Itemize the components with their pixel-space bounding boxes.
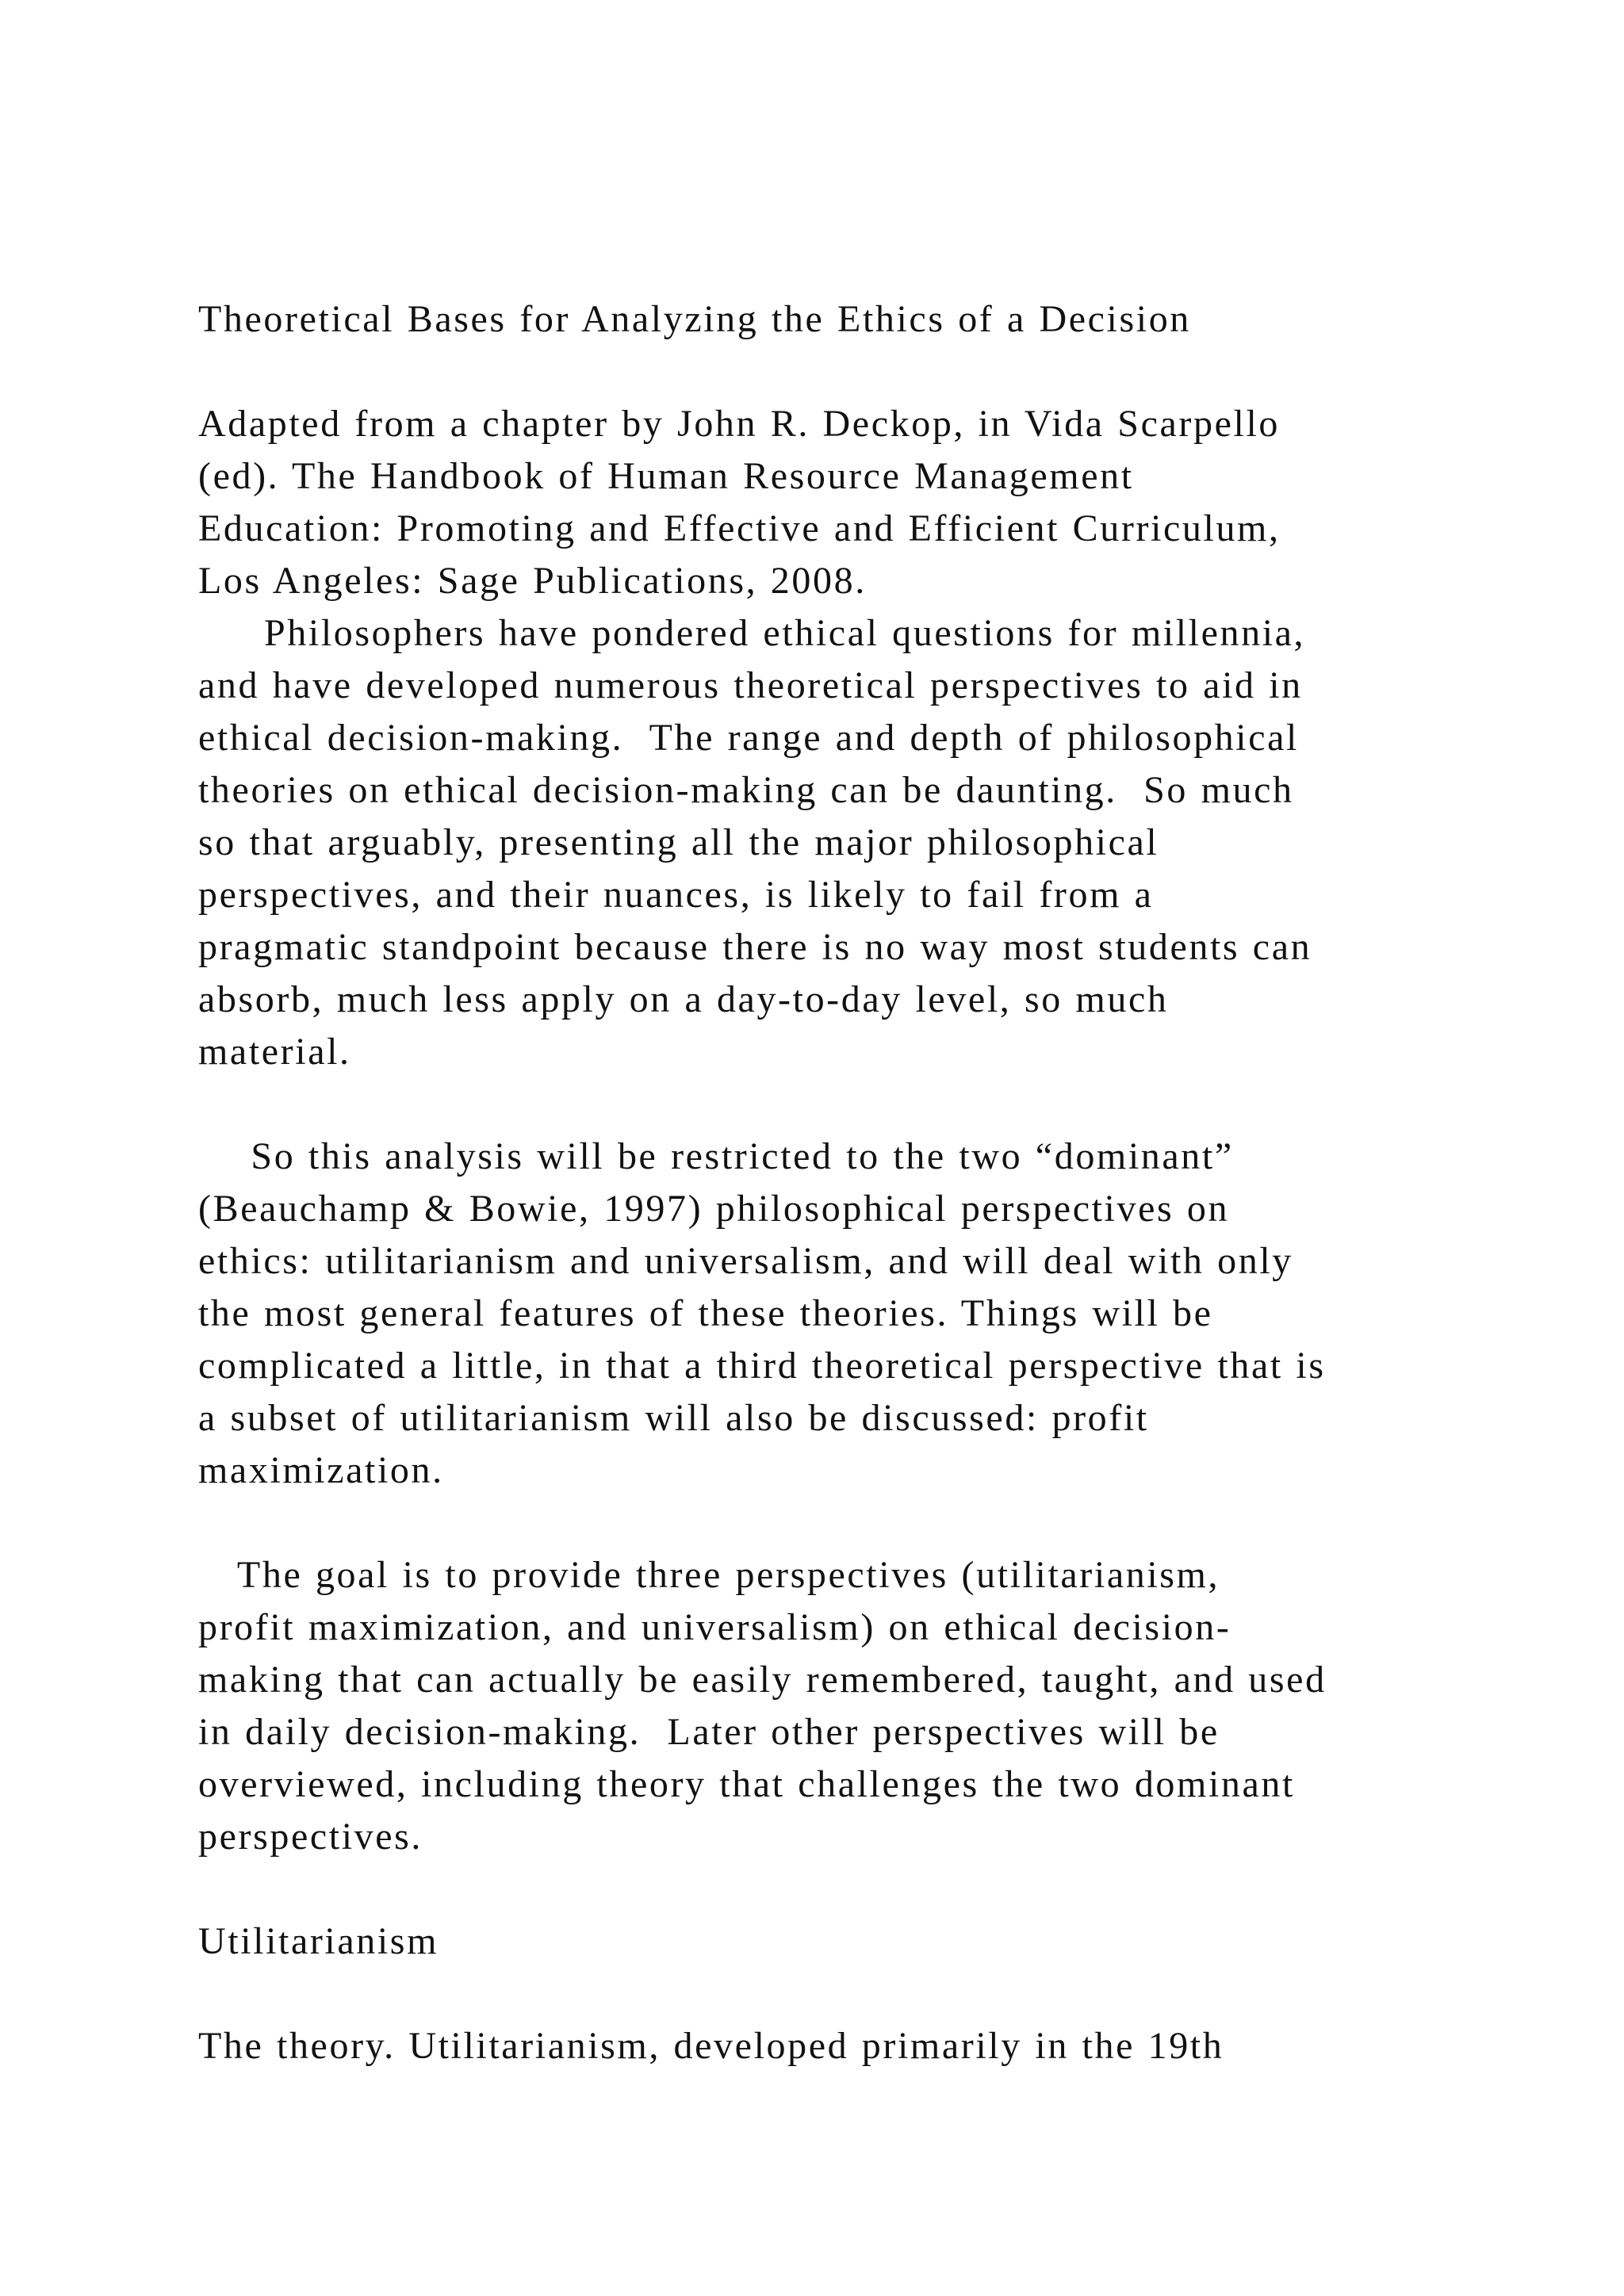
paragraph-1-line: material. — [198, 1031, 351, 1073]
paragraph-2-line: complicated a little, in that a third theoretical perspective that is — [198, 1345, 1326, 1387]
paragraph-3-line: profit maximization, and universalism) on ethical decision- — [198, 1606, 1231, 1648]
paragraph-2-line: (Beauchamp & Bowie, 1997) philosophical perspectives on — [198, 1188, 1230, 1230]
paragraph-1-line: theories on ethical decision-making can be daunting. So much — [198, 769, 1294, 811]
paragraph-4-line: The theory. Utilitarianism, developed primarily in the 19th — [198, 2025, 1224, 2067]
paragraph-3-line: perspectives. — [198, 1816, 423, 1858]
paragraph-2-line: maximization. — [198, 1449, 444, 1491]
paragraph-1-line: and have developed numerous theoretical perspectives to aid in — [198, 664, 1303, 706]
source-line: Los Angeles: Sage Publications, 2008. — [198, 560, 867, 602]
source-line: Adapted from a chapter by John R. Deckop, in Vida Scarpello — [198, 403, 1280, 445]
blank-line — [198, 346, 1515, 398]
paragraph-1-line: absorb, much less apply on a day-to-day level, so much — [198, 978, 1169, 1020]
paragraph-2-line: the most general features of these theories. Things will be — [198, 1292, 1213, 1334]
paragraph-1-line: pragmatic standpoint because there is no way most students can — [198, 926, 1312, 968]
document-body — [198, 293, 1515, 2072]
paragraph-3-line: in daily decision-making. Later other perspectives will be — [198, 1711, 1220, 1753]
paragraph-3-line: making that can actually be easily remembered, taught, and used — [198, 1659, 1327, 1701]
source-line: Education: Promoting and Effective and Efficient Curriculum, — [198, 507, 1281, 549]
paragraph-3-line: The goal is to provide three perspectives (utilitarianism, — [198, 1554, 1220, 1596]
document-title: Theoretical Bases for Analyzing the Ethics of a Decision — [198, 298, 1191, 340]
paragraph-3-line: overviewed, including theory that challenges the two dominant — [198, 1763, 1295, 1805]
paragraph-2-line: So this analysis will be restricted to the two “dominant” — [198, 1135, 1234, 1177]
blank-line — [198, 1863, 1515, 1915]
source-line: (ed). The Handbook of Human Resource Management — [198, 455, 1134, 497]
blank-line — [198, 1968, 1515, 2020]
blank-line — [198, 1078, 1515, 1131]
paragraph-2-line: ethics: utilitarianism and universalism, and will deal with only — [198, 1240, 1293, 1282]
blank-line — [198, 1497, 1515, 1549]
paragraph-1-line: so that arguably, presenting all the major philosophical — [198, 821, 1159, 863]
paragraph-1-line: perspectives, and their nuances, is likely to fail from a — [198, 874, 1154, 916]
paragraph-1-line: Philosophers have pondered ethical questions for millennia, — [198, 612, 1306, 654]
section-heading: Utilitarianism — [198, 1920, 439, 1962]
paragraph-1-line: ethical decision-making. The range and depth of philosophical — [198, 717, 1299, 759]
paragraph-2-line: a subset of utilitarianism will also be discussed: profit — [198, 1397, 1149, 1439]
